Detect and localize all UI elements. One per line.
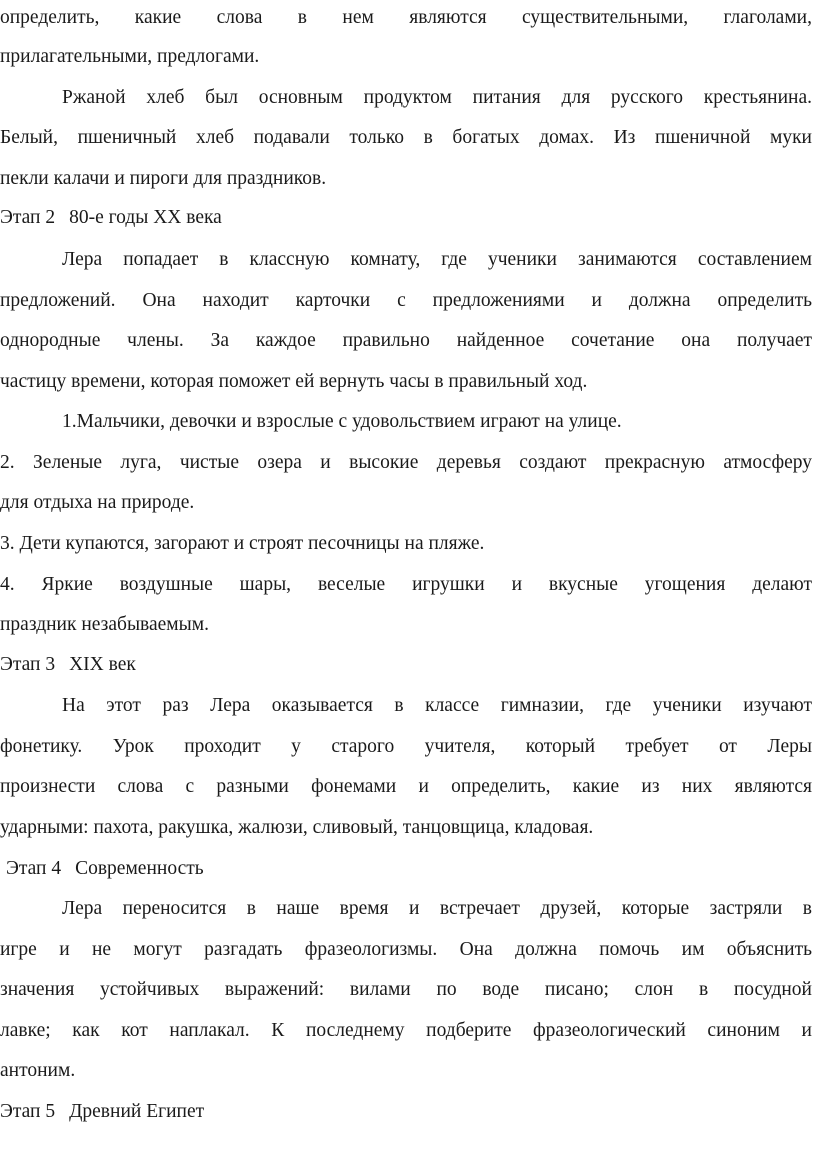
paragraph-line: Лера переносится в наше время и встречает друзей, которые застряли в bbox=[62, 898, 812, 919]
stage-label: Этап 4 bbox=[6, 858, 62, 879]
paragraph-line: антоним. bbox=[0, 1060, 76, 1081]
paragraph-line: произнести слова с разными фонемами и определить, какие из них являются bbox=[0, 776, 812, 797]
stage-title: Древний Египет bbox=[69, 1101, 205, 1122]
paragraph-line: предложений. Она находит карточки с предложениями и должна определить bbox=[0, 290, 812, 311]
paragraph-line: частицу времени, которая поможет ей вернуть часы в правильный ход. bbox=[0, 371, 588, 392]
stage-title: Современность bbox=[75, 858, 204, 879]
paragraph-line: На этот раз Лера оказывается в классе гимназии, где ученики изучают bbox=[62, 695, 812, 716]
list-item: 1.Мальчики, девочки и взрослые с удовольствием играют на улице. bbox=[62, 411, 622, 432]
paragraph-line: Лера попадает в классную комнату, где ученики занимаются составлением bbox=[62, 249, 812, 270]
paragraph-line: игре и не могут разгадать фразеологизмы. Она должна помочь им объяснить bbox=[0, 939, 812, 960]
paragraph-line: прилагательными, предлогами. bbox=[0, 46, 260, 67]
stage-title: 80-е годы XX века bbox=[69, 207, 222, 228]
stage-3-heading bbox=[0, 649, 812, 681]
stage-2-heading bbox=[0, 202, 812, 234]
paragraph-line: Ржаной хлеб был основным продуктом питания для русского крестьянина. bbox=[62, 87, 812, 108]
list-item-continuation: праздник незабываемым. bbox=[0, 614, 209, 635]
paragraph-line: лавке; как кот наплакал. К последнему подберите фразеологический синоним и bbox=[0, 1020, 812, 1041]
list-item: 2. Зеленые луга, чистые озера и высокие деревья создают прекрасную атмосферу bbox=[0, 452, 812, 473]
stage-label: Этап 3 bbox=[0, 654, 56, 675]
paragraph-line: определить, какие слова в нем являются существительными, глаголами, bbox=[0, 7, 812, 28]
stage-title: XIX век bbox=[69, 654, 136, 675]
paragraph-line: однородные члены. За каждое правильно найденное сочетание она получает bbox=[0, 330, 812, 351]
paragraph-line: ударными: пахота, ракушка, жалюзи, сливовый, танцовщица, кладовая. bbox=[0, 817, 594, 838]
paragraph-line: Белый, пшеничный хлеб подавали только в богатых домах. Из пшеничной муки bbox=[0, 127, 812, 148]
stage-label: Этап 5 bbox=[0, 1101, 56, 1122]
paragraph-line: значения устойчивых выражений: вилами по воде писано; слон в посудной bbox=[0, 979, 812, 1000]
stage-4-heading bbox=[0, 853, 816, 885]
stage-5-heading bbox=[0, 1096, 812, 1128]
stage-label: Этап 2 bbox=[0, 207, 56, 228]
paragraph-line: пекли калачи и пироги для праздников. bbox=[0, 168, 327, 189]
list-item: 4. Яркие воздушные шары, веселые игрушки и вкусные угощения делают bbox=[0, 574, 812, 595]
list-item-continuation: для отдыха на природе. bbox=[0, 492, 195, 513]
paragraph-line: фонетику. Урок проходит у старого учителя, который требует от Леры bbox=[0, 736, 812, 757]
list-item: 3. Дети купаются, загорают и строят песочницы на пляже. bbox=[0, 533, 485, 554]
